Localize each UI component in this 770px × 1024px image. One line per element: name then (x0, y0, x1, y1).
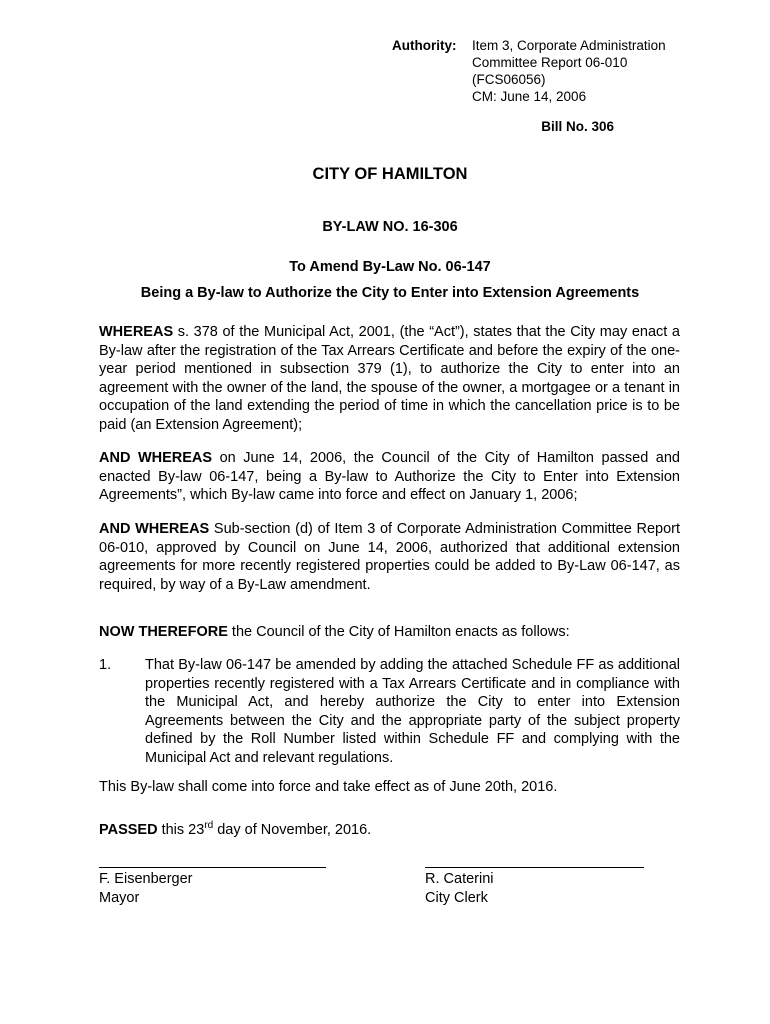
signatory-name: F. Eisenberger (99, 871, 193, 887)
authority-line: Item 3, Corporate Administration (472, 38, 666, 53)
signature-block-mayor (99, 867, 326, 908)
authority-line: Committee Report 06-010 (472, 55, 628, 70)
bylaw-number: BY-LAW NO. 16-306 (322, 219, 458, 235)
paragraph-lead: NOW THEREFORE (99, 624, 228, 640)
paragraph-text: on June 14, 2006, the Council of the City of Hamilton passed and enacted By-law 06-147, being a By-law to Authorize the City to Enter into Extension Agreements”, which By-law came into force and effect on January 1, 2006; (99, 450, 680, 504)
paragraph-text: the Council of the City of Hamilton enacts as follows: (227, 624, 570, 640)
item-text: That By-law 06-147 be amended by adding the attached Schedule FF as additional properties recently registered with a Tax Arrears Certificate and in compliance with the Municipal Act, and hereby authorize the City to enter into Extension Agreements between the City and the appropriate party of the subject property defined by the Roll Number listed within Schedule FF and complying with the Municipal Act and relevant regulations. (145, 657, 680, 766)
ordinal-superscript: rd (204, 820, 214, 832)
paragraph-text: s. 378 of the Municipal Act, 2001, (the “Act”), states that the City may enact a By-law after the registration of the Tax Arrears Certificate and before the expiry of the one-year period mentioned in subsection 379 (1), to authorize the City to enter into an agreement with the owner of the land, the spouse of the owner, a mortgagee or a tenant in occupation of the land extending the period of time in which the cancellation price is to be paid (an Extension Agreement); (99, 324, 680, 433)
whereas-paragraph-1 (99, 323, 680, 435)
signature-line (99, 867, 326, 868)
bill-number: Bill No. 306 (541, 119, 614, 134)
passed-text-after: day of November, 2016. (213, 822, 372, 838)
signature-line (425, 867, 644, 868)
authority-line: (FCS06056) (472, 72, 546, 87)
signatory-title: City Clerk (425, 890, 488, 906)
paragraph-lead: AND WHEREAS (99, 521, 210, 537)
passed-statement (99, 822, 371, 838)
effective-date-statement: This By-law shall come into force and take effect as of June 20th, 2016. (99, 779, 558, 795)
signatory-title: Mayor (99, 890, 140, 906)
paragraph-text: Sub-section (d) of Item 3 of Corporate Administration Committee Report 06-010, approved by Council on June 14, 2006, authorized that additional extension agreements for more recently registered properties could be added to By-Law 06-147, as required, by way of a By-Law amendment. (99, 521, 680, 593)
signature-block-clerk (425, 867, 644, 908)
passed-lead: PASSED (99, 822, 158, 838)
whereas-paragraph-2 (99, 449, 680, 505)
whereas-paragraph-3 (99, 520, 680, 594)
now-therefore-paragraph (99, 623, 680, 642)
passed-text-before: this 23 (157, 822, 205, 838)
paragraph-lead: AND WHEREAS (99, 450, 213, 466)
authority-line: CM: June 14, 2006 (472, 89, 587, 104)
amend-title: To Amend By-Law No. 06-147 (289, 259, 491, 275)
document-title: CITY OF HAMILTON (312, 165, 468, 183)
authority-details (472, 37, 666, 105)
being-title: Being a By-law to Authorize the City to Enter into Extension Agreements (140, 285, 640, 301)
paragraph-lead: WHEREAS (99, 324, 174, 340)
item-number: 1. (99, 657, 112, 673)
signatory-name: R. Caterini (425, 871, 494, 887)
authority-label: Authority: (392, 38, 457, 53)
